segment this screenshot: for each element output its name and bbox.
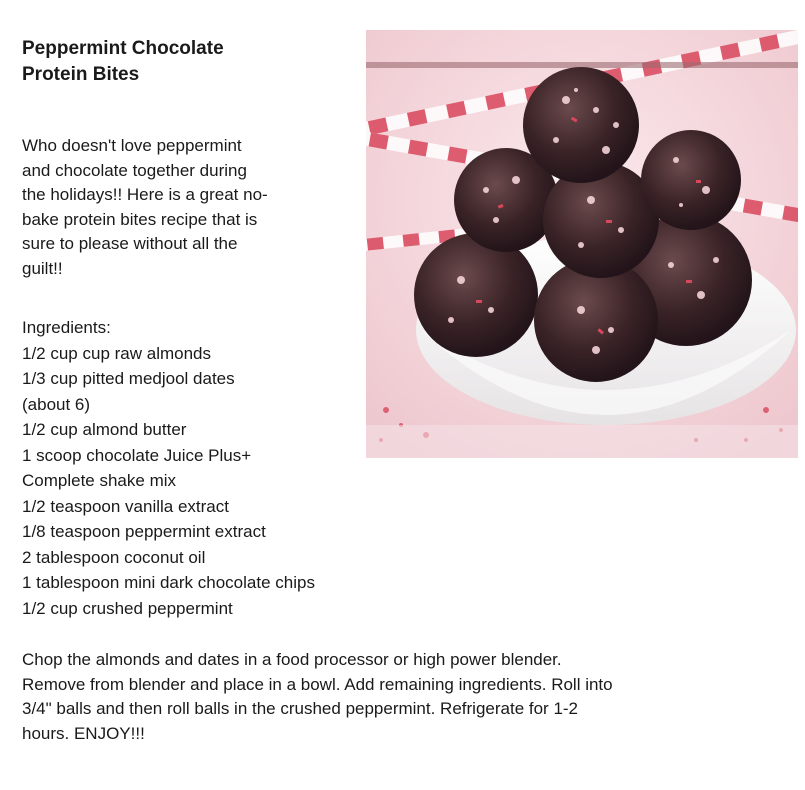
directions-line: Chop the almonds and dates in a food processor or high power blender. — [22, 650, 562, 669]
recipe-directions — [22, 648, 792, 746]
ingredient-line: 1 scoop chocolate Juice Plus+ — [22, 445, 252, 465]
ingredient-line: 1/3 cup pitted medjool dates — [22, 369, 235, 388]
ingredients-heading: Ingredients: — [22, 318, 111, 337]
ingredient-line: 1 tablespoon mini dark chocolate chips — [22, 573, 315, 592]
recipe-title — [22, 36, 342, 88]
protein-bites-photo — [366, 30, 798, 458]
ingredient-line: 1/2 teaspoon vanilla extract — [22, 496, 229, 516]
intro-line: guilt!! — [22, 258, 63, 278]
recipe-title-line: Protein Bites — [22, 64, 140, 85]
recipe-title-line: Peppermint Chocolate — [22, 38, 224, 59]
ingredient-line: (about 6) — [22, 394, 91, 414]
ingredient-line: 1/8 teaspoon peppermint extract — [22, 522, 266, 541]
directions-line: 3/4" balls and then roll balls in the crushed peppermint. Refrigerate for 1-2 — [22, 699, 579, 718]
recipe-photo — [366, 30, 798, 458]
ingredient-line: 2 tablespoon coconut oil — [22, 547, 206, 567]
intro-line: the holidays!! Here is a great no- — [22, 185, 268, 204]
directions-line: Remove from blender and place in a bowl. Add remaining ingredients. Roll into — [22, 674, 613, 694]
recipe-intro — [22, 134, 362, 281]
ingredient-line: 1/2 cup crushed peppermint — [22, 598, 233, 618]
intro-line: and chocolate together during — [22, 160, 247, 180]
directions-line: hours. ENJOY!!! — [22, 723, 145, 743]
intro-line: Who doesn't love peppermint — [22, 136, 242, 155]
intro-line: bake protein bites recipe that is — [22, 209, 258, 229]
ingredient-line: Complete shake mix — [22, 471, 177, 490]
ingredient-line: 1/2 cup almond butter — [22, 420, 187, 439]
intro-line: sure to please without all the — [22, 234, 238, 253]
ingredient-line: 1/2 cup cup raw almonds — [22, 343, 211, 363]
